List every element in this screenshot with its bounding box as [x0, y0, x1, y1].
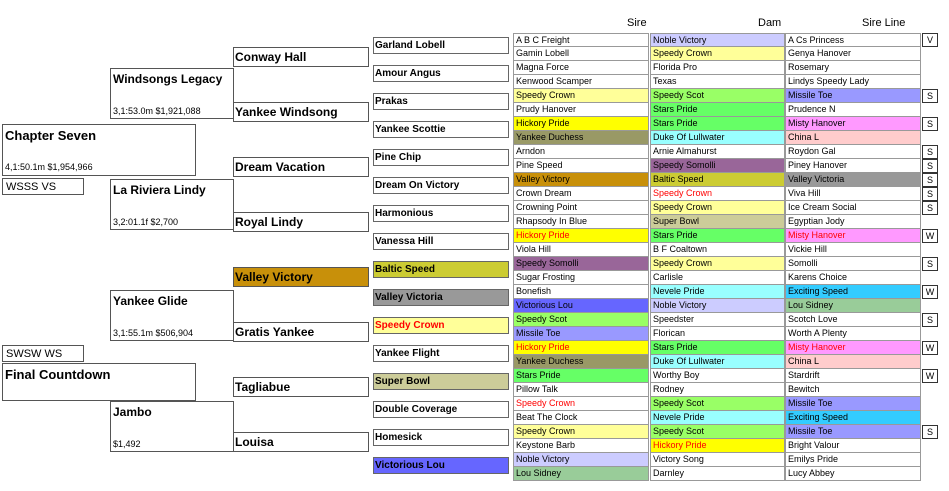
gen5-line-cell[interactable]: Rosemary — [785, 61, 921, 75]
gen5-dam-cell[interactable]: Stars Pride — [650, 117, 785, 131]
gen5-line-cell[interactable]: Valley Victoria — [785, 173, 921, 187]
sex-flag-badge: S — [922, 201, 938, 215]
gen5-dam-cell[interactable]: Speedy Crown — [650, 201, 785, 215]
gen4-box[interactable]: Speedy Crown — [373, 317, 509, 334]
gen5-sire-cell[interactable]: Bonefish — [513, 285, 649, 299]
sire-column-header: Sire — [627, 17, 647, 29]
gen5-sire-cell[interactable]: A B C Freight — [513, 33, 649, 47]
gen5-line-cell[interactable]: Exciting Speed — [785, 411, 921, 425]
gen5-line-cell[interactable]: Stardrift — [785, 369, 921, 383]
gen5-sire-cell[interactable]: Valley Victory — [513, 173, 649, 187]
gen5-dam-cell[interactable]: Victory Song — [650, 453, 785, 467]
gen4-box[interactable]: Baltic Speed — [373, 261, 509, 278]
horse-name[interactable]: Tagliabue — [235, 380, 291, 394]
gen5-line-cell[interactable]: Missile Toe — [785, 425, 921, 439]
gen5-line-cell[interactable]: A Cs Princess — [785, 33, 921, 47]
sex-flag-badge: S — [922, 117, 938, 131]
gen5-dam-cell[interactable]: Speedy Scot — [650, 425, 785, 439]
gen5-dam-cell[interactable]: Rodney — [650, 383, 785, 397]
gen4-box[interactable]: Vanessa Hill — [373, 233, 509, 250]
gen5-line-cell[interactable]: Lucy Abbey — [785, 467, 921, 481]
gen5-line-cell[interactable]: Karens Choice — [785, 271, 921, 285]
gen5-sire-cell[interactable]: Keystone Barb — [513, 439, 649, 453]
gen4-box[interactable]: Homesick — [373, 429, 509, 446]
gen5-line-cell[interactable]: Ice Cream Social — [785, 201, 921, 215]
gen5-dam-cell[interactable]: Worthy Boy — [650, 369, 785, 383]
gen5-line-cell[interactable]: Exciting Speed — [785, 285, 921, 299]
horse-stats: 3,1:55.1m $506,904 — [113, 328, 194, 338]
gen5-sire-cell[interactable]: Prudy Hanover — [513, 103, 649, 117]
horse-name[interactable]: Conway Hall — [235, 50, 307, 64]
gen5-line-cell[interactable]: Vickie Hill — [785, 243, 921, 257]
sex-flag-badge: W — [922, 229, 938, 243]
gen5-line-cell[interactable]: Missile Toe — [785, 397, 921, 411]
gen5-line-cell[interactable]: Missile Toe — [785, 89, 921, 103]
gen4-box[interactable]: Dream On Victory — [373, 177, 509, 194]
gen3-box[interactable] — [233, 322, 369, 342]
horse-stats: 3,2:01.1f $2,700 — [113, 217, 179, 227]
horse-stats: $1,492 — [113, 439, 141, 449]
gen5-line-cell[interactable]: China L — [785, 355, 921, 369]
gen5-sire-cell[interactable]: Yankee Duchess — [513, 355, 649, 369]
gen5-sire-cell[interactable]: Yankee Duchess — [513, 131, 649, 145]
gen5-dam-cell[interactable]: Speedy Scot — [650, 89, 785, 103]
gen5-sire-cell[interactable]: Hickory Pride — [513, 117, 649, 131]
horse-name[interactable]: Chapter Seven — [5, 128, 97, 143]
gen5-dam-cell[interactable]: Florican — [650, 327, 785, 341]
sex-flag-badge: W — [922, 285, 938, 299]
gen5-sire-cell[interactable]: Speedy Somolli — [513, 257, 649, 271]
gen4-box[interactable]: Pine Chip — [373, 149, 509, 166]
gen5-dam-cell[interactable]: Speedy Somolli — [650, 159, 785, 173]
gen5-sire-cell[interactable]: Kenwood Scamper — [513, 75, 649, 89]
gen4-box[interactable]: Amour Angus — [373, 65, 509, 82]
gen5-sire-cell[interactable]: Beat The Clock — [513, 411, 649, 425]
gen5-dam-cell[interactable]: Texas — [650, 75, 785, 89]
horse-name[interactable]: Windsongs Legacy — [113, 72, 223, 86]
gen5-sire-cell[interactable]: Stars Pride — [513, 369, 649, 383]
gen5-line-cell[interactable]: China L — [785, 131, 921, 145]
gen5-line-cell[interactable]: Misty Hanover — [785, 117, 921, 131]
gen5-dam-cell[interactable]: Duke Of Lullwater — [650, 131, 785, 145]
gen4-box[interactable]: Yankee Flight — [373, 345, 509, 362]
horse-stats: 3,1:53.0m $1,921,088 — [113, 106, 201, 116]
gen5-sire-cell[interactable]: Pine Speed — [513, 159, 649, 173]
sire-line-column-header: Sire Line — [862, 17, 906, 29]
gen5-dam-cell[interactable]: Darnley — [650, 467, 785, 481]
cross-code-label: SWSW WS — [2, 345, 84, 362]
gen1-box-final-countdown[interactable] — [2, 363, 196, 401]
sex-flag-badge: W — [922, 369, 938, 383]
gen2-box[interactable] — [110, 68, 234, 119]
gen3-box[interactable] — [233, 157, 369, 177]
gen5-sire-cell[interactable]: Missile Toe — [513, 327, 649, 341]
gen5-dam-cell[interactable]: Noble Victory — [650, 33, 785, 47]
gen5-sire-cell[interactable]: Crowning Point — [513, 201, 649, 215]
gen5-line-cell[interactable]: Emilys Pride — [785, 453, 921, 467]
gen5-dam-cell[interactable]: Florida Pro — [650, 61, 785, 75]
gen5-sire-cell[interactable]: Speedy Crown — [513, 89, 649, 103]
sex-flag-badge: S — [922, 145, 938, 159]
gen5-sire-cell[interactable]: Sugar Frosting — [513, 271, 649, 285]
gen2-box[interactable] — [110, 179, 234, 230]
gen5-dam-cell[interactable]: Speedy Crown — [650, 47, 785, 61]
gen4-box[interactable]: Yankee Scottie — [373, 121, 509, 138]
gen5-sire-cell[interactable]: Arndon — [513, 145, 649, 159]
gen4-box[interactable]: Prakas — [373, 93, 509, 110]
gen5-dam-cell[interactable]: Noble Victory — [650, 299, 785, 313]
gen5-line-cell[interactable]: Roydon Gal — [785, 145, 921, 159]
gen4-box[interactable]: Double Coverage — [373, 401, 509, 418]
horse-name[interactable]: Valley Victory — [235, 270, 313, 284]
gen5-dam-cell[interactable]: Stars Pride — [650, 341, 785, 355]
gen5-dam-cell[interactable]: Stars Pride — [650, 103, 785, 117]
gen5-line-cell[interactable]: Misty Hanover — [785, 341, 921, 355]
sex-flag-badge: S — [922, 425, 938, 439]
gen4-box[interactable]: Victorious Lou — [373, 457, 509, 474]
gen5-dam-cell[interactable]: B F Coaltown — [650, 243, 785, 257]
gen5-sire-cell[interactable]: Magna Force — [513, 61, 649, 75]
sex-flag-badge: S — [922, 257, 938, 271]
gen3-box[interactable] — [233, 377, 369, 397]
gen5-line-cell[interactable]: Genya Hanover — [785, 47, 921, 61]
cross-code-label: WSSS VS — [2, 178, 84, 195]
gen5-dam-cell[interactable]: Hickory Pride — [650, 439, 785, 453]
gen5-line-cell[interactable]: Scotch Love — [785, 313, 921, 327]
gen5-sire-cell[interactable]: Pillow Talk — [513, 383, 649, 397]
horse-name[interactable]: Louisa — [235, 435, 274, 449]
gen3-box[interactable] — [233, 267, 369, 287]
gen4-box[interactable]: Garland Lobell — [373, 37, 509, 54]
horse-name[interactable]: La Riviera Lindy — [113, 183, 206, 197]
gen5-line-cell[interactable]: Worth A Plenty — [785, 327, 921, 341]
gen4-box[interactable]: Super Bowl — [373, 373, 509, 390]
gen5-sire-cell[interactable]: Speedy Crown — [513, 397, 649, 411]
gen5-line-cell[interactable]: Bewitch — [785, 383, 921, 397]
gen5-sire-cell[interactable]: Lou Sidney — [513, 467, 649, 481]
gen5-sire-cell[interactable]: Gamin Lobell — [513, 47, 649, 61]
gen5-sire-cell[interactable]: Speedy Scot — [513, 313, 649, 327]
gen5-line-cell[interactable]: Lou Sidney — [785, 299, 921, 313]
gen3-box[interactable] — [233, 432, 369, 452]
gen5-sire-cell[interactable]: Hickory Pride — [513, 341, 649, 355]
gen5-line-cell[interactable]: Bright Valour — [785, 439, 921, 453]
gen5-dam-cell[interactable]: Stars Pride — [650, 229, 785, 243]
horse-name[interactable]: Royal Lindy — [235, 215, 304, 229]
sex-flag-badge: W — [922, 341, 938, 355]
gen4-box[interactable]: Valley Victoria — [373, 289, 509, 306]
sex-flag-badge: V — [922, 33, 938, 47]
dam-column-header: Dam — [758, 17, 782, 29]
gen5-sire-cell[interactable]: Hickory Pride — [513, 229, 649, 243]
gen5-sire-cell[interactable]: Noble Victory — [513, 453, 649, 467]
sex-flag-badge: S — [922, 159, 938, 173]
gen5-dam-cell[interactable]: Duke Of Lullwater — [650, 355, 785, 369]
sex-flag-badge: S — [922, 187, 938, 201]
gen5-dam-cell[interactable]: Super Bowl — [650, 215, 785, 229]
gen3-box[interactable] — [233, 47, 369, 67]
horse-name[interactable]: Yankee Windsong — [235, 105, 338, 119]
gen5-dam-cell[interactable]: Nevele Pride — [650, 285, 785, 299]
gen5-sire-cell[interactable]: Victorious Lou — [513, 299, 649, 313]
gen5-dam-cell[interactable]: Speedy Crown — [650, 257, 785, 271]
gen5-sire-cell[interactable]: Crown Dream — [513, 187, 649, 201]
gen3-box[interactable] — [233, 212, 369, 232]
gen5-line-cell[interactable]: Prudence N — [785, 103, 921, 117]
gen5-line-cell[interactable]: Somolli — [785, 257, 921, 271]
gen3-box[interactable] — [233, 102, 369, 122]
gen5-dam-cell[interactable]: Arnie Almahurst — [650, 145, 785, 159]
horse-stats: 4,1:50.1m $1,954,966 — [5, 162, 93, 172]
gen1-box-chapter-seven[interactable] — [2, 124, 196, 176]
gen5-line-cell[interactable]: Egyptian Jody — [785, 215, 921, 229]
gen5-line-cell[interactable]: Misty Hanover — [785, 229, 921, 243]
gen5-line-cell[interactable]: Piney Hanover — [785, 159, 921, 173]
gen5-dam-cell[interactable]: Nevele Pride — [650, 411, 785, 425]
horse-name[interactable]: Final Countdown — [5, 367, 111, 382]
horse-name[interactable]: Dream Vacation — [235, 160, 326, 174]
gen5-line-cell[interactable]: Viva Hill — [785, 187, 921, 201]
gen5-sire-cell[interactable]: Speedy Crown — [513, 425, 649, 439]
gen5-dam-cell[interactable]: Speedy Crown — [650, 187, 785, 201]
gen5-dam-cell[interactable]: Speedy Scot — [650, 397, 785, 411]
sex-flag-badge: S — [922, 313, 938, 327]
gen2-box[interactable] — [110, 290, 234, 341]
horse-name[interactable]: Gratis Yankee — [235, 325, 315, 339]
horse-name[interactable]: Yankee Glide — [113, 294, 188, 308]
sex-flag-badge: S — [922, 89, 938, 103]
gen5-sire-cell[interactable]: Viola Hill — [513, 243, 649, 257]
gen5-sire-cell[interactable]: Rhapsody In Blue — [513, 215, 649, 229]
horse-name[interactable]: Jambo — [113, 405, 152, 419]
gen5-dam-cell[interactable]: Baltic Speed — [650, 173, 785, 187]
gen5-dam-cell[interactable]: Speedster — [650, 313, 785, 327]
gen5-dam-cell[interactable]: Carlisle — [650, 271, 785, 285]
gen2-box[interactable] — [110, 401, 234, 452]
gen5-line-cell[interactable]: Lindys Speedy Lady — [785, 75, 921, 89]
gen4-box[interactable]: Harmonious — [373, 205, 509, 222]
sex-flag-badge: S — [922, 173, 938, 187]
